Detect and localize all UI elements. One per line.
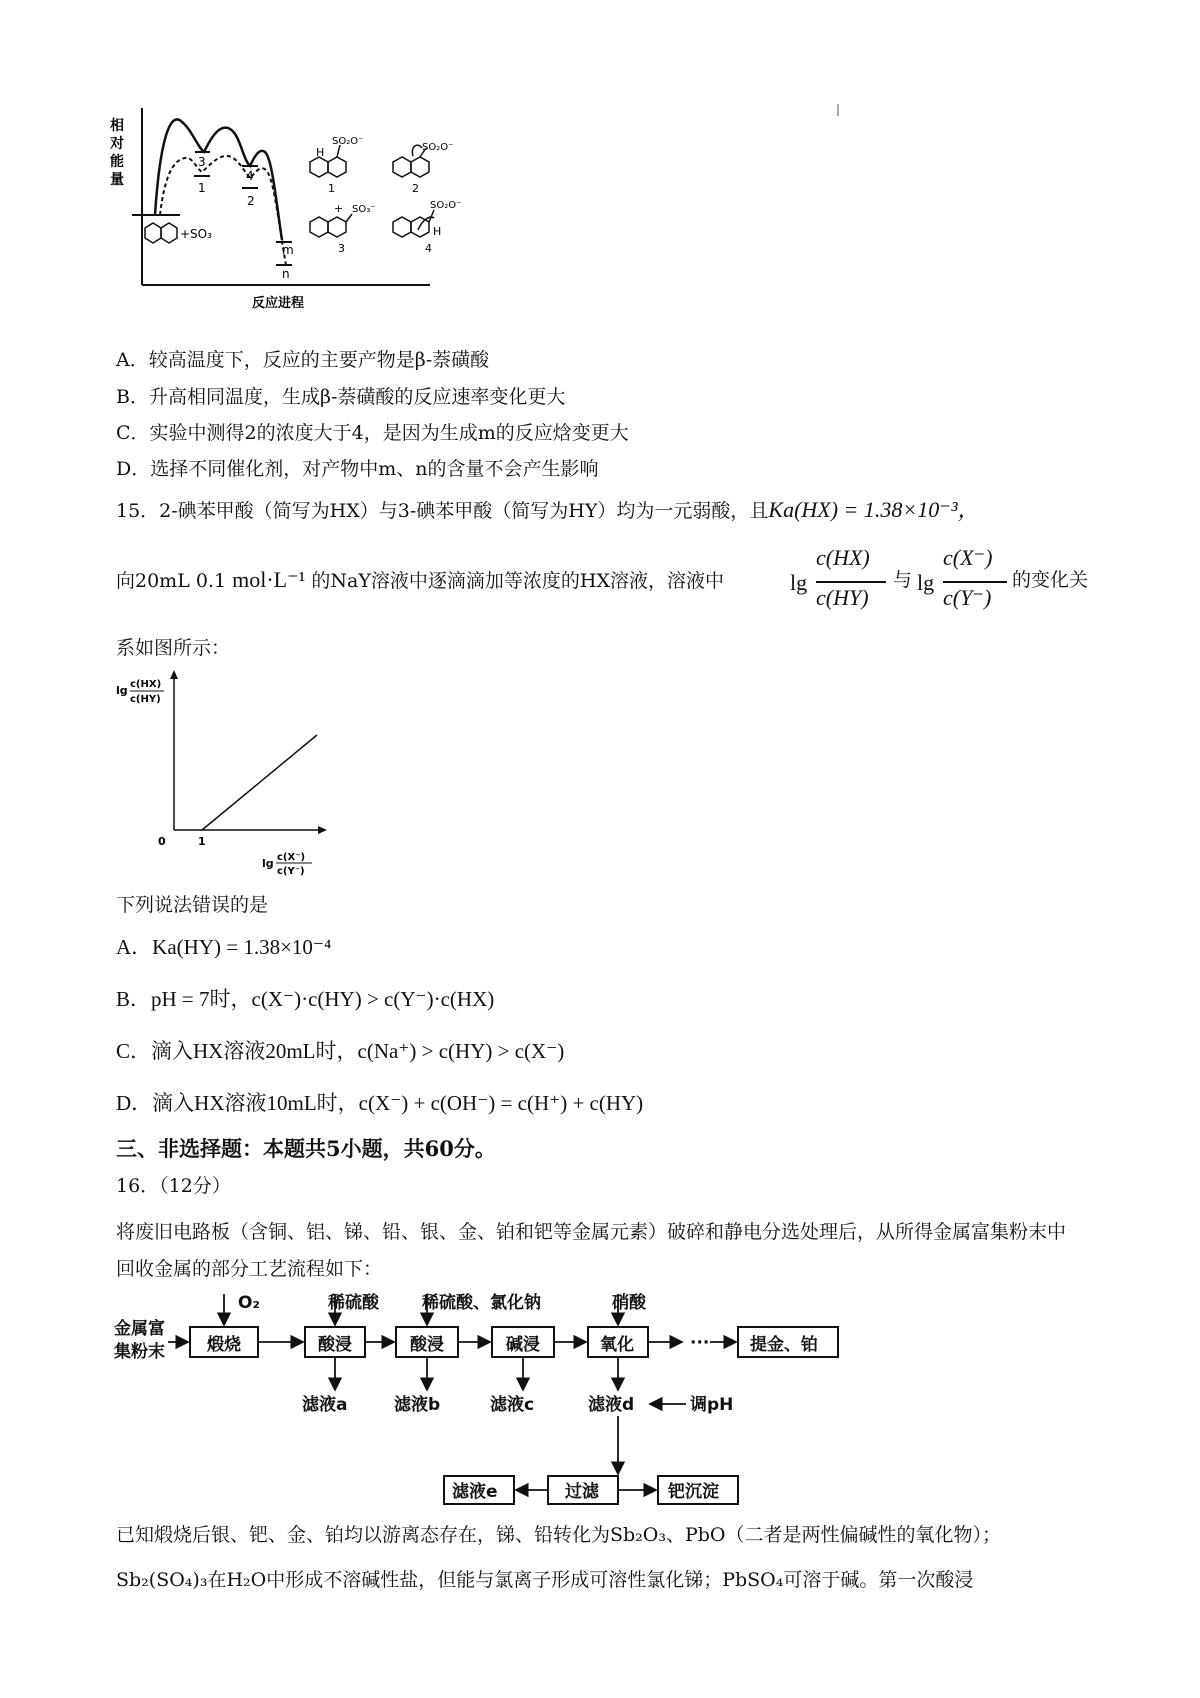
box-pd-precipitate: 钯沉淀	[668, 1482, 719, 1502]
reagent-hno3: 硝酸	[612, 1293, 646, 1313]
q15-stem-text: 的NaY溶液中逐滴滴加等浓度的HX溶液，溶液中	[311, 570, 724, 592]
graph-x-arrow	[318, 826, 327, 834]
section-heading: 三、非选择题：本题共5小题，共60分。	[116, 1136, 496, 1161]
option-letter: D．	[116, 1091, 153, 1115]
structure-label: SO₂O⁻	[332, 136, 364, 147]
box-acid1: 酸浸	[318, 1335, 352, 1355]
adjust-ph: 调pH	[690, 1395, 734, 1415]
structure-label: +	[334, 202, 344, 215]
box-extract: 提金、铂	[750, 1335, 818, 1355]
q16-number: 16．（12分）	[116, 1175, 231, 1197]
q15-question: 下列说法错误的是	[116, 894, 269, 916]
structure-3	[310, 214, 352, 237]
graph-y-arrow	[170, 670, 178, 679]
level-label: 4	[246, 169, 254, 183]
level-label: 2	[247, 194, 255, 208]
box-oxidize: 氧化	[600, 1335, 634, 1355]
option-letter: A．	[116, 349, 149, 371]
graph-origin-label: 0	[158, 835, 166, 848]
structure-label: 4	[425, 242, 432, 255]
word-and: 与	[893, 569, 913, 591]
level-label: m	[282, 243, 294, 257]
graph-xlabel-den: c(Y⁻)	[277, 866, 305, 877]
option-text: pH = 7时，c(X⁻)·c(HY) > c(Y⁻)·c(HX)	[151, 987, 495, 1011]
reagent-h2so4-nacl: 稀硫酸、氯化钠	[422, 1293, 541, 1313]
q16-paragraph2-line2: Sb₂(SO₄)₃在H₂O中形成不溶碱性盐，但能与氯离子形成可溶性氯化锑；PbSO₄可溶于碱。第一次酸浸	[116, 1569, 974, 1591]
box-calcine: 煅烧	[207, 1335, 241, 1355]
level-label: 3	[198, 155, 206, 169]
q14-option-d	[116, 457, 599, 481]
q15-option-b	[116, 987, 494, 1011]
level-label: 1	[198, 181, 206, 195]
structure-label: H	[433, 225, 442, 238]
q14-option-a	[116, 348, 489, 372]
ka-hx: Ka(HX) = 1.38×10⁻³，	[768, 497, 980, 522]
solid-energy-curve	[155, 119, 282, 240]
option-letter: B．	[116, 386, 149, 408]
dashed-energy-curve	[160, 156, 286, 265]
fraction-numerator: c(HX)	[816, 545, 870, 570]
structure-label: H	[316, 146, 325, 159]
structure-4	[393, 210, 434, 237]
option-letter: C．	[116, 1039, 152, 1063]
q15-stem-line3: 系如图所示：	[116, 637, 231, 659]
structure-label: SO₃⁻	[352, 204, 376, 215]
box-filter: 过滤	[565, 1482, 599, 1502]
filtrate-d: 滤液d	[588, 1395, 635, 1415]
box-acid2: 酸浸	[410, 1335, 444, 1355]
q15-stem-line1	[116, 498, 979, 523]
q15-option-a	[116, 935, 331, 959]
structure-label: 1	[328, 182, 335, 195]
option-text: 较高温度下，反应的主要产物是β-萘磺酸	[148, 349, 490, 371]
q15-stem-text: 向20mL 0.1	[116, 570, 227, 592]
option-letter: A．	[116, 935, 153, 959]
option-text: 实验中测得2的浓度大于4，是因为生成m的反应焓变更大	[149, 422, 629, 444]
q14-option-c	[116, 421, 629, 445]
graph-xlabel-num: c(X⁻)	[277, 852, 306, 863]
reactant-label: +SO₃	[180, 227, 212, 241]
figure1-ylabel-char: 量	[110, 172, 124, 188]
q15-stem-line2	[116, 568, 724, 593]
option-text: 滴入HX溶液20mL时，c(Na⁺) > c(HY) > c(X⁻)	[151, 1039, 565, 1063]
filtrate-c: 滤液c	[490, 1395, 535, 1415]
reagent-dilute-h2so4: 稀硫酸	[328, 1293, 379, 1313]
graph-ylabel-num: c(HX)	[130, 679, 162, 690]
naphthalene-structure	[145, 223, 177, 243]
option-letter: D．	[116, 458, 151, 480]
graph-data-line	[202, 735, 317, 830]
unit-mol-per-l: mol·L⁻¹	[232, 567, 306, 592]
option-text: 滴入HX溶液10mL时，c(X⁻) + c(OH⁻) = c(H⁺) + c(HY)	[152, 1091, 644, 1115]
flow-ellipsis: ···	[690, 1333, 710, 1353]
q15-option-c	[116, 1039, 564, 1063]
reagent-o2: O₂	[238, 1293, 260, 1313]
figure1-ylabel-char: 相	[110, 118, 124, 134]
flow-start-line2: 集粉末	[114, 1342, 165, 1362]
filtrate-a: 滤液a	[302, 1395, 348, 1415]
option-text: 选择不同催化剂，对产物中m、n的含量不会产生影响	[150, 458, 599, 480]
level-label: n	[282, 267, 290, 281]
flow-start-line1: 金属富	[114, 1319, 165, 1339]
scan-mark	[837, 104, 839, 116]
energy-profile-figure	[100, 100, 560, 315]
q16-paragraph1: 将废旧电路板（含铜、铝、锑、铅、银、金、铂和钯等金属元素）破碎和静电分选处理后，从所得金属富集粉末中回收金属的部分工艺流程如下：	[116, 1221, 1067, 1280]
q15-stem-text: 15．2-碘苯甲酸（简写为HX）与3-碘苯甲酸（简写为HY）均为一元弱酸，且	[116, 500, 769, 522]
fraction-denominator: c(HY)	[816, 585, 869, 610]
q15-graph	[112, 670, 342, 875]
fraction-lg: lg	[917, 570, 935, 595]
process-flowchart	[110, 1290, 860, 1510]
graph-ylabel-den: c(HY)	[130, 694, 161, 705]
fraction-lg: lg	[790, 570, 808, 595]
fraction-bar	[816, 581, 886, 583]
fraction-bar	[943, 581, 1007, 583]
option-letter: C．	[116, 422, 150, 444]
filtrate-e: 滤液e	[452, 1482, 498, 1502]
box-alkali: 碱浸	[506, 1335, 540, 1355]
graph-tick-label: 1	[198, 835, 206, 848]
option-letter: B．	[116, 987, 152, 1011]
structure-label: SO₂O⁻	[422, 142, 454, 153]
q15-stem-text: 的变化关	[1012, 569, 1089, 591]
q15-option-d	[116, 1091, 643, 1115]
structure-label: 2	[412, 182, 419, 195]
figure1-ylabel-char: 对	[110, 136, 124, 152]
structure-label: SO₂O⁻	[430, 200, 462, 211]
option-text: Ka(HY) = 1.38×10⁻⁴	[152, 935, 332, 959]
q14-option-b	[116, 385, 565, 409]
graph-ylabel-lg: lg	[116, 684, 128, 697]
figure1-ylabel-char: 能	[110, 154, 124, 170]
figure1-xlabel: 反应进程	[252, 296, 305, 311]
structure-label: 3	[338, 242, 345, 255]
fraction-denominator: c(Y⁻)	[943, 585, 992, 610]
option-text: 升高相同温度，生成β-萘磺酸的反应速率变化更大	[148, 386, 566, 408]
q16-paragraph2-line1: 已知煅烧后银、钯、金、铂均以游离态存在，锑、铅转化为Sb₂O₃、PbO（二者是两性偏碱性的氧化物）；	[116, 1524, 1002, 1546]
graph-xlabel-lg: lg	[262, 857, 274, 870]
fraction-numerator: c(X⁻)	[943, 545, 993, 570]
filtrate-b: 滤液b	[394, 1395, 441, 1415]
